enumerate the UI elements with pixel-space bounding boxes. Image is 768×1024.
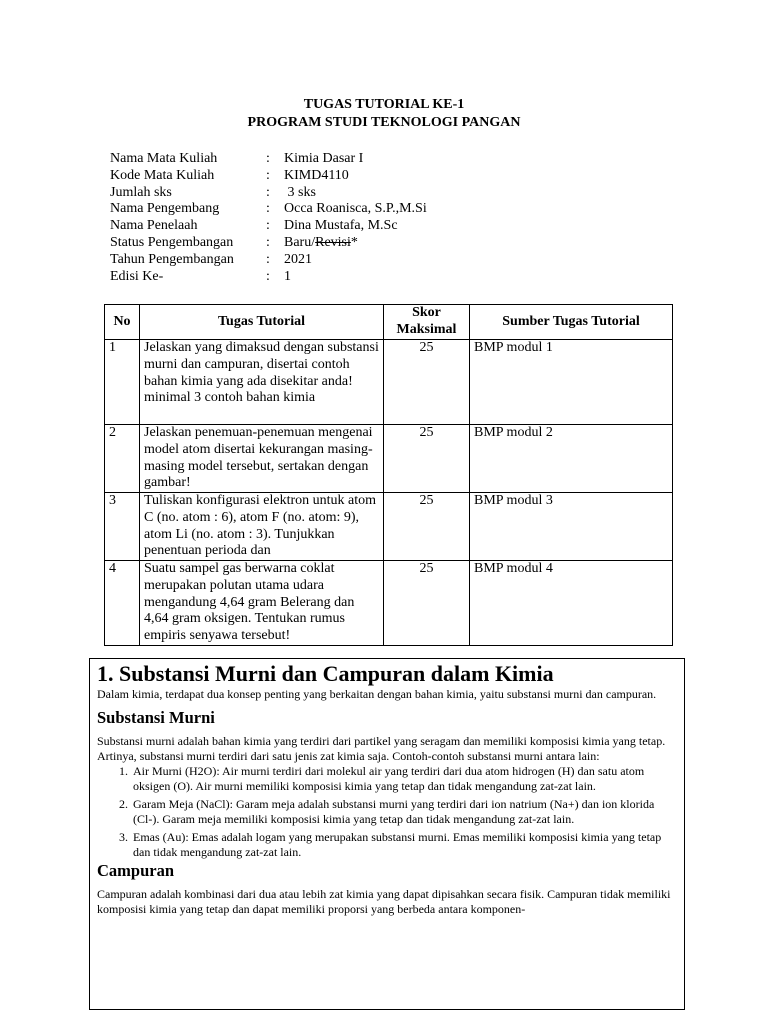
cell-no: 3 — [105, 493, 140, 561]
section-heading-pure-substance: Substansi Murni — [97, 708, 215, 727]
list-item — [97, 764, 677, 793]
status-revision-struck: Revisi — [315, 234, 351, 250]
cell-task — [140, 493, 384, 561]
cell-no: 4 — [105, 561, 140, 646]
list-item — [97, 797, 677, 826]
cell-no: 2 — [105, 425, 140, 493]
header-task: Tugas Tutorial — [140, 305, 384, 340]
table-row — [105, 425, 673, 493]
info-value: 1 — [284, 268, 291, 284]
table-row — [105, 493, 673, 561]
cell-task-text: Tuliskan konfigurasi elektron untuk atom C (no. atom : 6), atom F (no. atom: 9), atom Li (no. atom : 3). Tunjukkan penentuan perioda dan — [144, 493, 377, 559]
info-label: Nama Penelaah — [110, 218, 198, 234]
answer-intro: Dalam kimia, terdapat dua konsep penting yang berkaitan dengan bahan kimia, yaitu substansi murni dan campuran. — [97, 687, 657, 701]
info-label: Tahun Pengembangan — [110, 251, 234, 267]
table-header-row — [105, 305, 673, 340]
cell-source: BMP modul 4 — [470, 561, 673, 646]
info-colon: : — [266, 184, 270, 200]
list-number: 2. — [119, 797, 128, 811]
list-item-text: Emas (Au): Emas adalah logam yang merupakan substansi murni. Emas memiliki komposisi kimia yang tetap dan tidak mengandung zat-zat lain. — [133, 830, 662, 859]
info-label: Jumlah sks — [110, 184, 172, 200]
cell-task — [140, 561, 384, 646]
cell-source: BMP modul 2 — [470, 425, 673, 493]
cell-score: 25 — [384, 340, 470, 425]
info-colon: : — [266, 234, 270, 250]
cell-task-text: Jelaskan penemuan-penemuan mengenai model atom disertai kekurangan masing-masing model tersebut, sertakan dengan gambar! — [144, 425, 373, 491]
table-row — [105, 561, 673, 646]
mixture-text: Campuran adalah kombinasi dari dua atau lebih zat kimia yang dapat dipisahkan secara fisik. Campuran tidak memiliki komposisi kimia yang tetap dan dapat memiliki proporsi yang berbeda antara komponen- — [97, 887, 671, 916]
cell-task — [140, 425, 384, 493]
list-item-text: Garam Meja (NaCl): Garam meja adalah substansi murni yang terdiri dari ion natrium (Na+) dan ion klorida (Cl-). Garam meja memiliki komposisi kimia yang tetap dan tidak mengandung zat-zat lain. — [133, 797, 655, 826]
status-new: Baru/ — [284, 234, 316, 250]
info-value: Occa Roanisca, S.P.,M.Si — [284, 201, 427, 217]
cell-score: 25 — [384, 493, 470, 561]
list-number: 1. — [119, 764, 128, 778]
header-no: No — [105, 305, 140, 340]
cell-source: BMP modul 1 — [470, 340, 673, 425]
list-item-text: Air Murni (H2O): Air murni terdiri dari molekul air yang terdiri dari dua atom hidrogen (H) dan satu atom oksigen (O). Air murni memiliki komposisi kimia yang tetap dan tidak mengandung zat-zat lain. — [133, 764, 645, 793]
document-subtitle: PROGRAM STUDI TEKNOLOGI PANGAN — [247, 115, 521, 130]
info-label: Status Pengembangan — [110, 234, 234, 250]
info-colon: : — [266, 251, 270, 267]
document-title: TUGAS TUTORIAL KE-1 — [303, 97, 465, 112]
list-item — [97, 830, 677, 859]
table-row — [105, 340, 673, 425]
cell-task-text: Jelaskan yang dimaksud dengan substansi murni dan campuran, disertai contoh bahan kimia yang ada disekitar anda! minimal 3 contoh bahan kimia — [144, 340, 379, 406]
cell-task — [140, 340, 384, 425]
cell-source: BMP modul 3 — [470, 493, 673, 561]
status-asterisk: * — [350, 234, 358, 250]
info-value: 2021 — [284, 251, 312, 267]
info-colon: : — [266, 151, 270, 166]
info-value: KIMD4110 — [284, 167, 349, 183]
answer-heading: 1. Substansi Murni dan Campuran dalam Kimia — [97, 661, 554, 686]
cell-no: 1 — [105, 340, 140, 425]
info-value: 3 sks — [284, 184, 316, 200]
info-colon: : — [266, 167, 270, 183]
info-label: Kode Mata Kuliah — [110, 167, 215, 183]
info-colon: : — [266, 268, 270, 284]
info-label: Nama Pengembang — [110, 201, 220, 217]
info-label: Edisi Ke- — [110, 268, 164, 284]
cell-task-text: Suatu sampel gas berwarna coklat merupakan polutan utama udara mengandung 4,64 gram Belerang dan 4,64 gram oksigen. Tentukan rumus empiris senyawa tersebut! — [144, 561, 355, 644]
header-source: Sumber Tugas Tutorial — [470, 305, 673, 340]
info-colon: : — [266, 201, 270, 217]
cell-score: 25 — [384, 425, 470, 493]
info-colon: : — [266, 218, 270, 234]
list-number: 3. — [119, 830, 128, 844]
section-heading-mixture: Campuran — [97, 861, 175, 880]
cell-score: 25 — [384, 561, 470, 646]
info-value: Dina Mustafa, M.Sc — [284, 218, 398, 234]
tutorial-task-table — [104, 304, 673, 646]
info-value: Kimia Dasar I — [284, 151, 364, 166]
info-label: Nama Mata Kuliah — [110, 151, 218, 166]
answer-box — [89, 658, 685, 1010]
example-list — [97, 764, 677, 859]
header-max-score: Skor Maksimal — [384, 305, 470, 340]
pure-substance-text: Substansi murni adalah bahan kimia yang terdiri dari partikel yang seragam dan memiliki komposisi kimia yang tetap. Artinya, substansi murni terdiri dari satu jenis zat kimia saja. Contoh-contoh substansi murni antara lain: — [97, 734, 666, 763]
info-value — [284, 235, 358, 252]
